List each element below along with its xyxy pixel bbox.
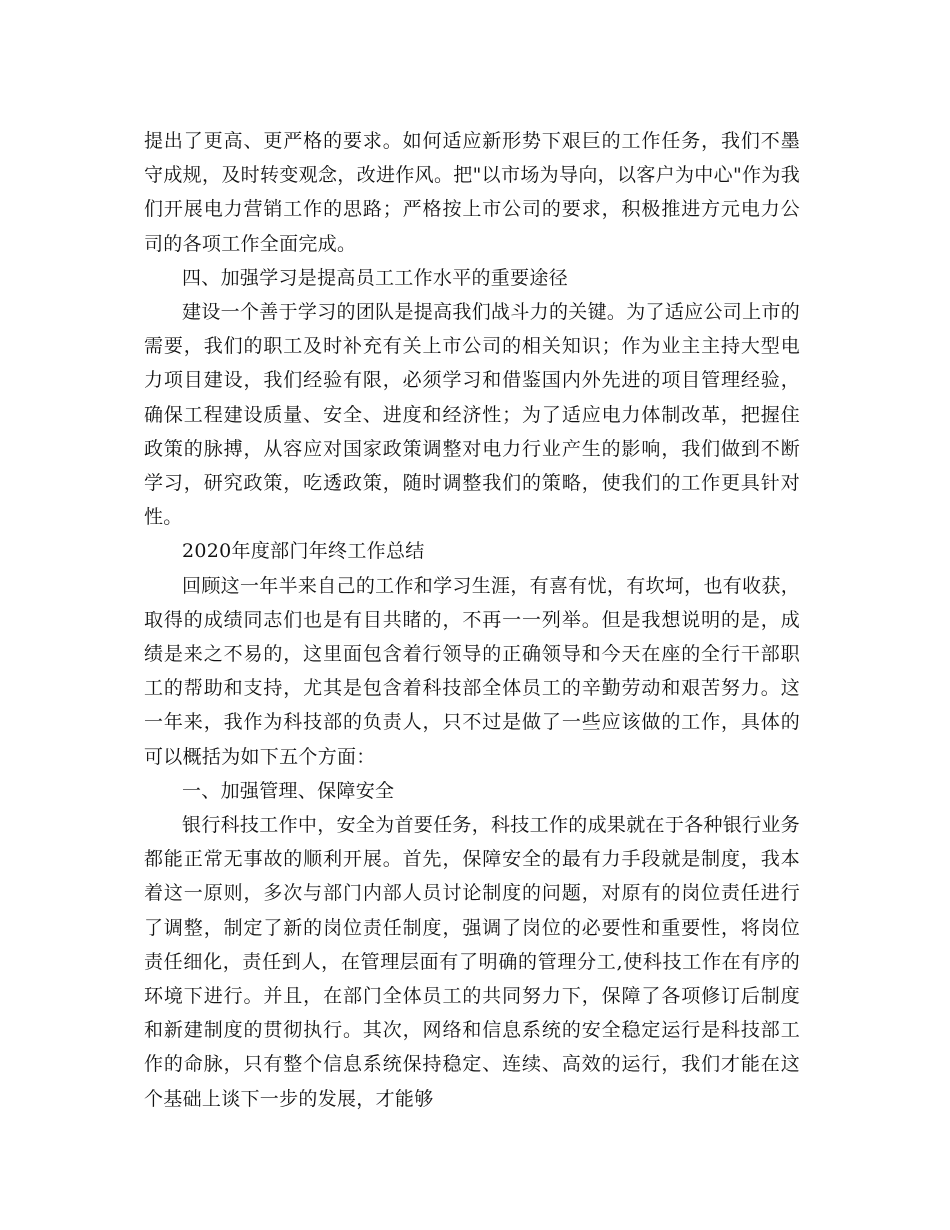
section-heading-4: 四、加强学习是提高员工工作水平的重要途径 [182, 266, 569, 289]
paragraph-continuation: 提出了更高、更严格的要求。如何适应新形势下艰巨的工作任务，我们不墨守成规，及时转变观念，改进作风。把"以市场为导向，以客户为中心"作为我们开展电力营销工作的思路；严格按上市公司的要求，积极推进方元电力公司的各项工作全面完成。 [144, 130, 800, 255]
paragraph: 回顾这一年半来自己的工作和学习生涯，有喜有忧，有坎坷，也有收获，取得的成绩同志们也是有目共睹的，不再一一列举。但是我想说明的是，成绩是来之不易的，这里面包含着行领导的正确领导和今天在座的全行干部职工的帮助和支持，尤其是包含着科技部全体员工的辛勤劳动和艰苦努力。这一年来，我作为科技部的负责人，只不过是做了一些应该做的工作，具体的可以概括为如下五个方面： [144, 574, 800, 768]
document-title: 2020年度部门年终工作总结 [182, 540, 425, 563]
paragraph: 银行科技工作中，安全为首要任务，科技工作的成果就在于各种银行业务都能正常无事故的顺利开展。首先，保障安全的最有力手段就是制度，我本着这一原则，多次与部门内部人员讨论制度的问题，对原有的岗位责任进行了调整，制定了新的岗位责任制度，强调了岗位的必要性和重要性，将岗位责任细化，责任到人，在管理层面有了明确的管理分工,使科技工作在有序的环境下进行。并且，在部门全体员工的共同努力下，保障了各项修订后制度和新建制度的贯彻执行。其次，网络和信息系统的安全稳定运行是科技部工作的命脉，只有整个信息系统保持稳定、连续、高效的运行，我们才能在这个基础上谈下一步的发展，才能够 [144, 814, 800, 1110]
paragraph: 建设一个善于学习的团队是提高我们战斗力的关键。为了适应公司上市的需要，我们的职工及时补充有关上市公司的相关知识；作为业主主持大型电力项目建设，我们经验有限，必须学习和借鉴国内外先进的项目管理经验，确保工程建设质量、安全、进度和经济性；为了适应电力体制改革，把握住政策的脉搏，从容应对国家政策调整对电力行业产生的影响，我们做到不断学习，研究政策，吃透政策，随时调整我们的策略，使我们的工作更具针对性。 [144, 301, 800, 529]
section-heading-1: 一、加强管理、保障安全 [182, 779, 395, 802]
document-body [144, 124, 800, 1116]
